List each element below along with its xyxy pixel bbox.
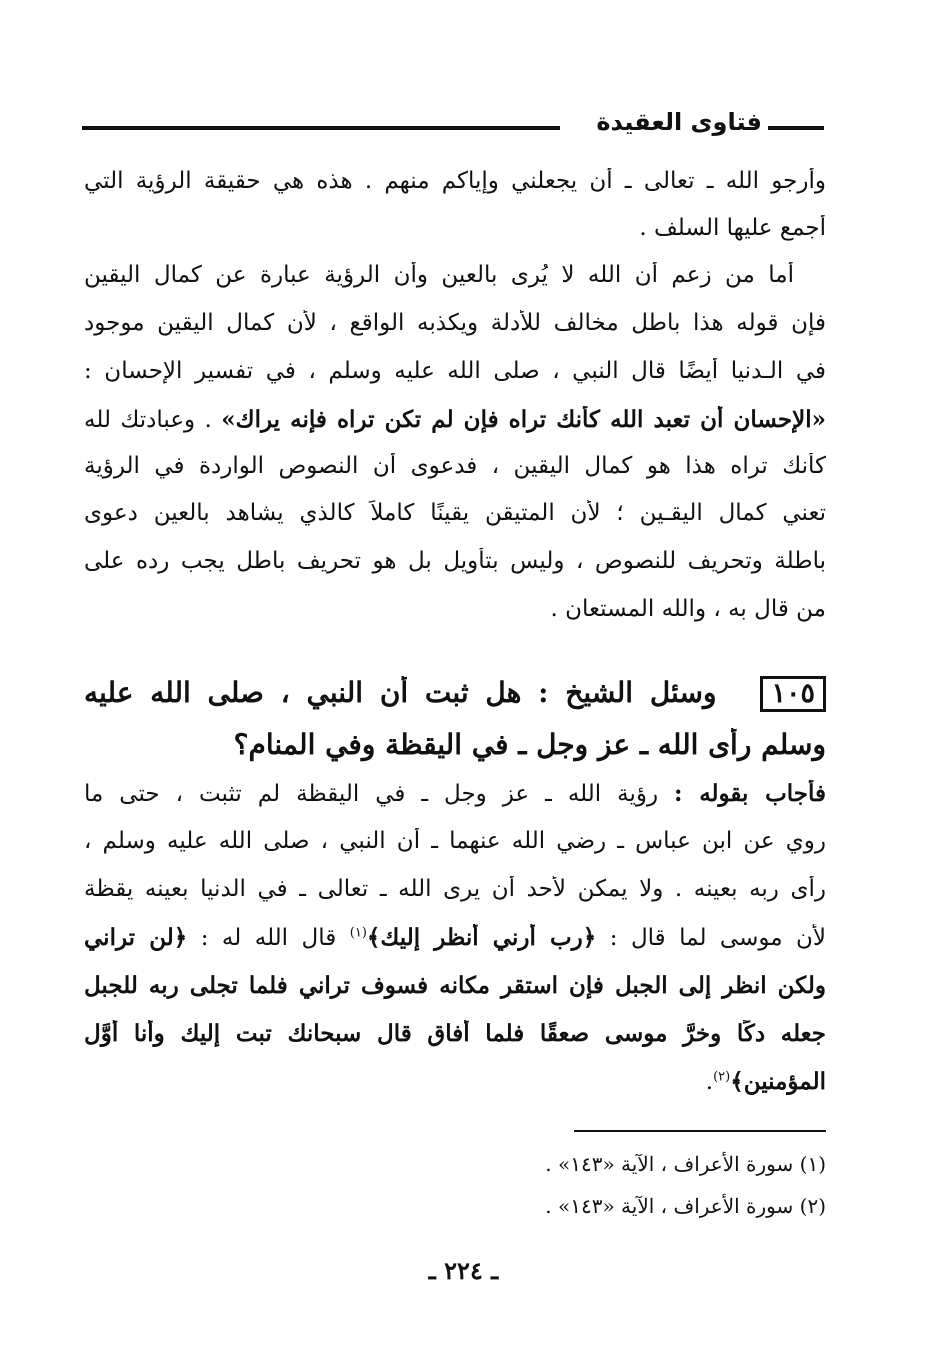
answer-label: فأجاب بقوله : bbox=[674, 780, 826, 807]
footnote-ref: (١) bbox=[349, 925, 367, 941]
header-rule-long bbox=[82, 126, 560, 130]
verse-quote: ﴿رب أرني أنظر إليك﴾ bbox=[366, 924, 597, 951]
body-line: باطلة وتحريف للنصوص ، وليس بتأويل بل هو تحريف باطل يجب رده على bbox=[84, 548, 826, 574]
body-line: في الـدنيا أيضًا قال النبي ، صلى الله عليه وسلم ، في تفسير الإحسان : bbox=[84, 358, 826, 384]
body-line: أما من زعم أن الله لا يُرى بالعين وأن الرؤية عبارة عن كمال اليقين bbox=[84, 262, 794, 288]
punctuation: . bbox=[204, 407, 212, 433]
body-text: قال الله له : bbox=[200, 925, 337, 951]
body-line: رأى ربه بعينه . ولا يمكن لأحد أن يرى الله ـ تعالى ـ في الدنيا بعينه يقظة bbox=[84, 876, 826, 902]
footnote-ref: (٢) bbox=[713, 1069, 731, 1085]
question-number: ١٠٥ bbox=[760, 676, 826, 712]
quran-line bbox=[84, 924, 826, 953]
verse-line bbox=[84, 1068, 826, 1097]
question-heading bbox=[84, 676, 826, 712]
verse-quote: المؤمنين﴾ bbox=[730, 1068, 826, 1095]
hadith-line bbox=[84, 406, 826, 435]
body-line: روي عن ابن عباس ـ رضي الله عنهما ـ أن النبي ، صلى الله عليه وسلم ، bbox=[84, 828, 826, 854]
footnote-rule bbox=[574, 1130, 826, 1132]
page-number: ـ ٢٢٤ ـ bbox=[428, 1256, 499, 1285]
header-rule-short bbox=[768, 126, 824, 130]
header-title: فتاوى العقيدة bbox=[596, 108, 762, 136]
footnote: (١) سورة الأعراف ، الآية «١٤٣» . bbox=[545, 1152, 826, 1176]
answer-line bbox=[84, 780, 826, 809]
punctuation: . bbox=[705, 1069, 714, 1095]
hadith-quote: «الإحسان أن تعبد الله كأنك تراه فإن لم تكن تراه فإنه يراك» bbox=[221, 406, 826, 433]
question-text: وسئل الشيخ : هل ثبت أن النبي ، صلى الله عليه bbox=[84, 676, 717, 709]
body-line: من قال به ، والله المستعان . bbox=[550, 596, 826, 622]
body-text: رؤية الله ـ عز وجل ـ في اليقظة لم تثبت ، حتى ما bbox=[84, 781, 659, 807]
body-line: وأرجو الله ـ تعالى ـ أن يجعلني وإياكم منهم . هذه هي حقيقة الرؤية التي bbox=[84, 168, 826, 194]
verse-quote: ﴿لن تراني bbox=[84, 924, 188, 951]
question-line: وسلم رأى الله ـ عز وجل ـ في اليقظة وفي المنام؟ bbox=[233, 728, 826, 761]
body-line: فإن قوله هذا باطل مخالف للأدلة ويكذبه الواقع ، لأن كمال اليقين موجود bbox=[84, 310, 826, 336]
body-text: لأن موسى لما قال : bbox=[609, 925, 826, 951]
body-line: أجمع عليها السلف . bbox=[639, 215, 826, 241]
verse-line: ولكن انظر إلى الجبل فإن استقر مكانه فسوف تراني فلما تجلى ربه للجبل bbox=[84, 972, 826, 999]
body-line: تعني كمال اليقـين ؛ لأن المتيقن يقينًا كاملاً كالذي يشاهد بالعين دعوى bbox=[84, 500, 826, 526]
page-header bbox=[82, 104, 824, 140]
body-text: وعبادتك لله bbox=[84, 407, 196, 433]
body-line: كأنك تراه هذا هو كمال اليقين ، فدعوى أن النصوص الواردة في الرؤية bbox=[84, 453, 826, 479]
footnote: (٢) سورة الأعراف ، الآية «١٤٣» . bbox=[545, 1194, 826, 1218]
verse-line: جعله دكًا وخرَّ موسى صعقًا فلما أفاق قال سبحانك تبت إليك وأنا أوَّل bbox=[84, 1020, 826, 1047]
